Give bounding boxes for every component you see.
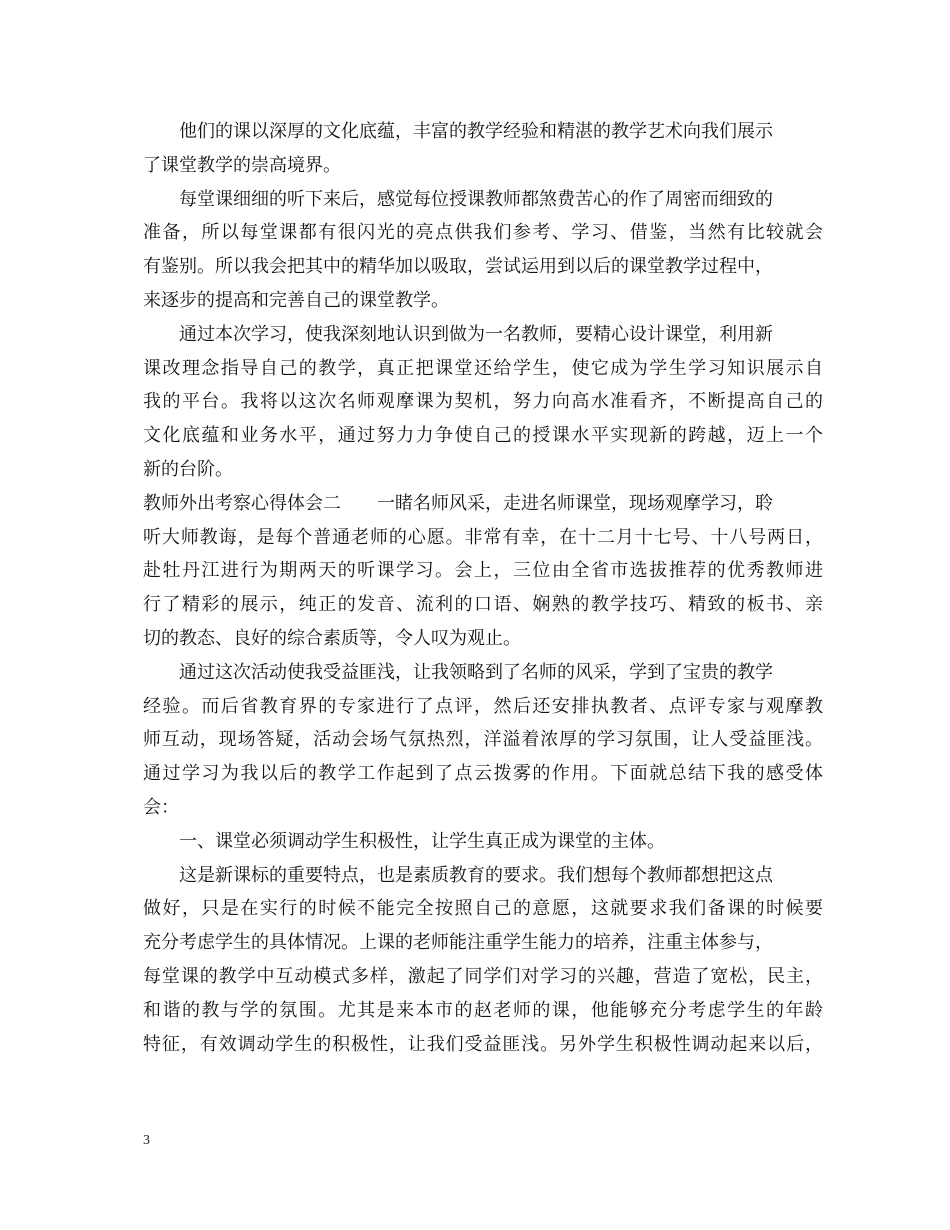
text-line: 会： xyxy=(143,796,179,818)
text-line: 通过这次活动使我受益匪浅，让我领略到了名师的风采，学到了宝贵的教学 xyxy=(179,661,773,683)
text-line: 一、课堂必须调动学生积极性，让学生真正成为课堂的主体。 xyxy=(179,830,665,852)
text-line: 特征，有效调动学生的积极性，让我们受益匪浅。另外学生积极性调动起来以后， xyxy=(143,1033,823,1055)
section-heading-line: 教师外出考察心得体会二 一睹名师风采，走进名师课堂，现场观摩学习，聆 xyxy=(143,492,773,514)
text-line: 他们的课以深厚的文化底蕴，丰富的教学经验和精湛的教学艺术向我们展示 xyxy=(179,121,773,142)
text-line: 充分考虑学生的具体情况。上课的老师能注重学生能力的培养，注重主体参与， xyxy=(143,932,773,954)
text-line: 有鉴别。所以我会把其中的精华加以吸取，尝试运用到以后的课堂教学过程中， xyxy=(143,256,773,278)
text-line: 了课堂教学的崇高境界。 xyxy=(143,154,341,176)
text-line: 和谐的教与学的氛围。尤其是来本市的赵老师的课，他能够充分考虑学生的年龄 xyxy=(143,999,823,1021)
document-body xyxy=(143,115,823,1061)
text-line: 行了精彩的展示，纯正的发音、流利的口语、娴熟的教学技巧、精致的板书、亲 xyxy=(143,594,823,616)
text-line: 新的台阶。 xyxy=(143,458,233,480)
text-line: 每堂课的教学中互动模式多样，激起了同学们对学习的兴趣，营造了宽松，民主， xyxy=(143,965,823,987)
text-line: 做好，只是在实行的时候不能完全按照自己的意愿，这就要求我们备课的时候要 xyxy=(143,898,823,920)
text-line: 来逐步的提高和完善自己的课堂教学。 xyxy=(143,289,449,311)
text-line: 听大师教诲，是每个普通老师的心愿。非常有幸，在十二月十七号、十八号两日， xyxy=(143,526,823,548)
page-number: 3 xyxy=(143,1133,150,1148)
text-line: 这是新课标的重要特点，也是素质教育的要求。我们想每个教师都想把这点 xyxy=(179,864,773,886)
text-line: 文化底蕴和业务水平，通过努力力争使自己的授课水平实现新的跨越，迈上一个 xyxy=(143,425,823,447)
text-line: 师互动，现场答疑，活动会场气氛热烈，洋溢着浓厚的学习氛围，让人受益匪浅。 xyxy=(143,729,823,751)
text-line: 经验。而后省教育界的专家进行了点评，然后还安排执教者、点评专家与观摩教 xyxy=(143,695,823,717)
text-line: 课改理念指导自己的教学，真正把课堂还给学生，使它成为学生学习知识展示自 xyxy=(143,357,823,379)
text-line: 准备，所以每堂课都有很闪光的亮点供我们参考、学习、借鉴，当然有比较就会 xyxy=(143,222,823,244)
text-line: 通过本次学习，使我深刻地认识到做为一名教师，要精心设计课堂，利用新 xyxy=(179,323,773,345)
text-line: 我的平台。我将以这次名师观摩课为契机，努力向高水准看齐，不断提高自己的 xyxy=(143,391,823,413)
text-line: 通过学习为我以后的教学工作起到了点云拨雾的作用。下面就总结下我的感受体 xyxy=(143,763,823,785)
text-line: 切的教态、良好的综合素质等，令人叹为观止。 xyxy=(143,627,521,649)
text-line: 赴牡丹江进行为期两天的听课学习。会上，三位由全省市选拔推荐的优秀教师进 xyxy=(143,560,823,582)
text-line: 每堂课细细的听下来后，感觉每位授课教师都煞费苦心的作了周密而细致的 xyxy=(179,188,773,210)
